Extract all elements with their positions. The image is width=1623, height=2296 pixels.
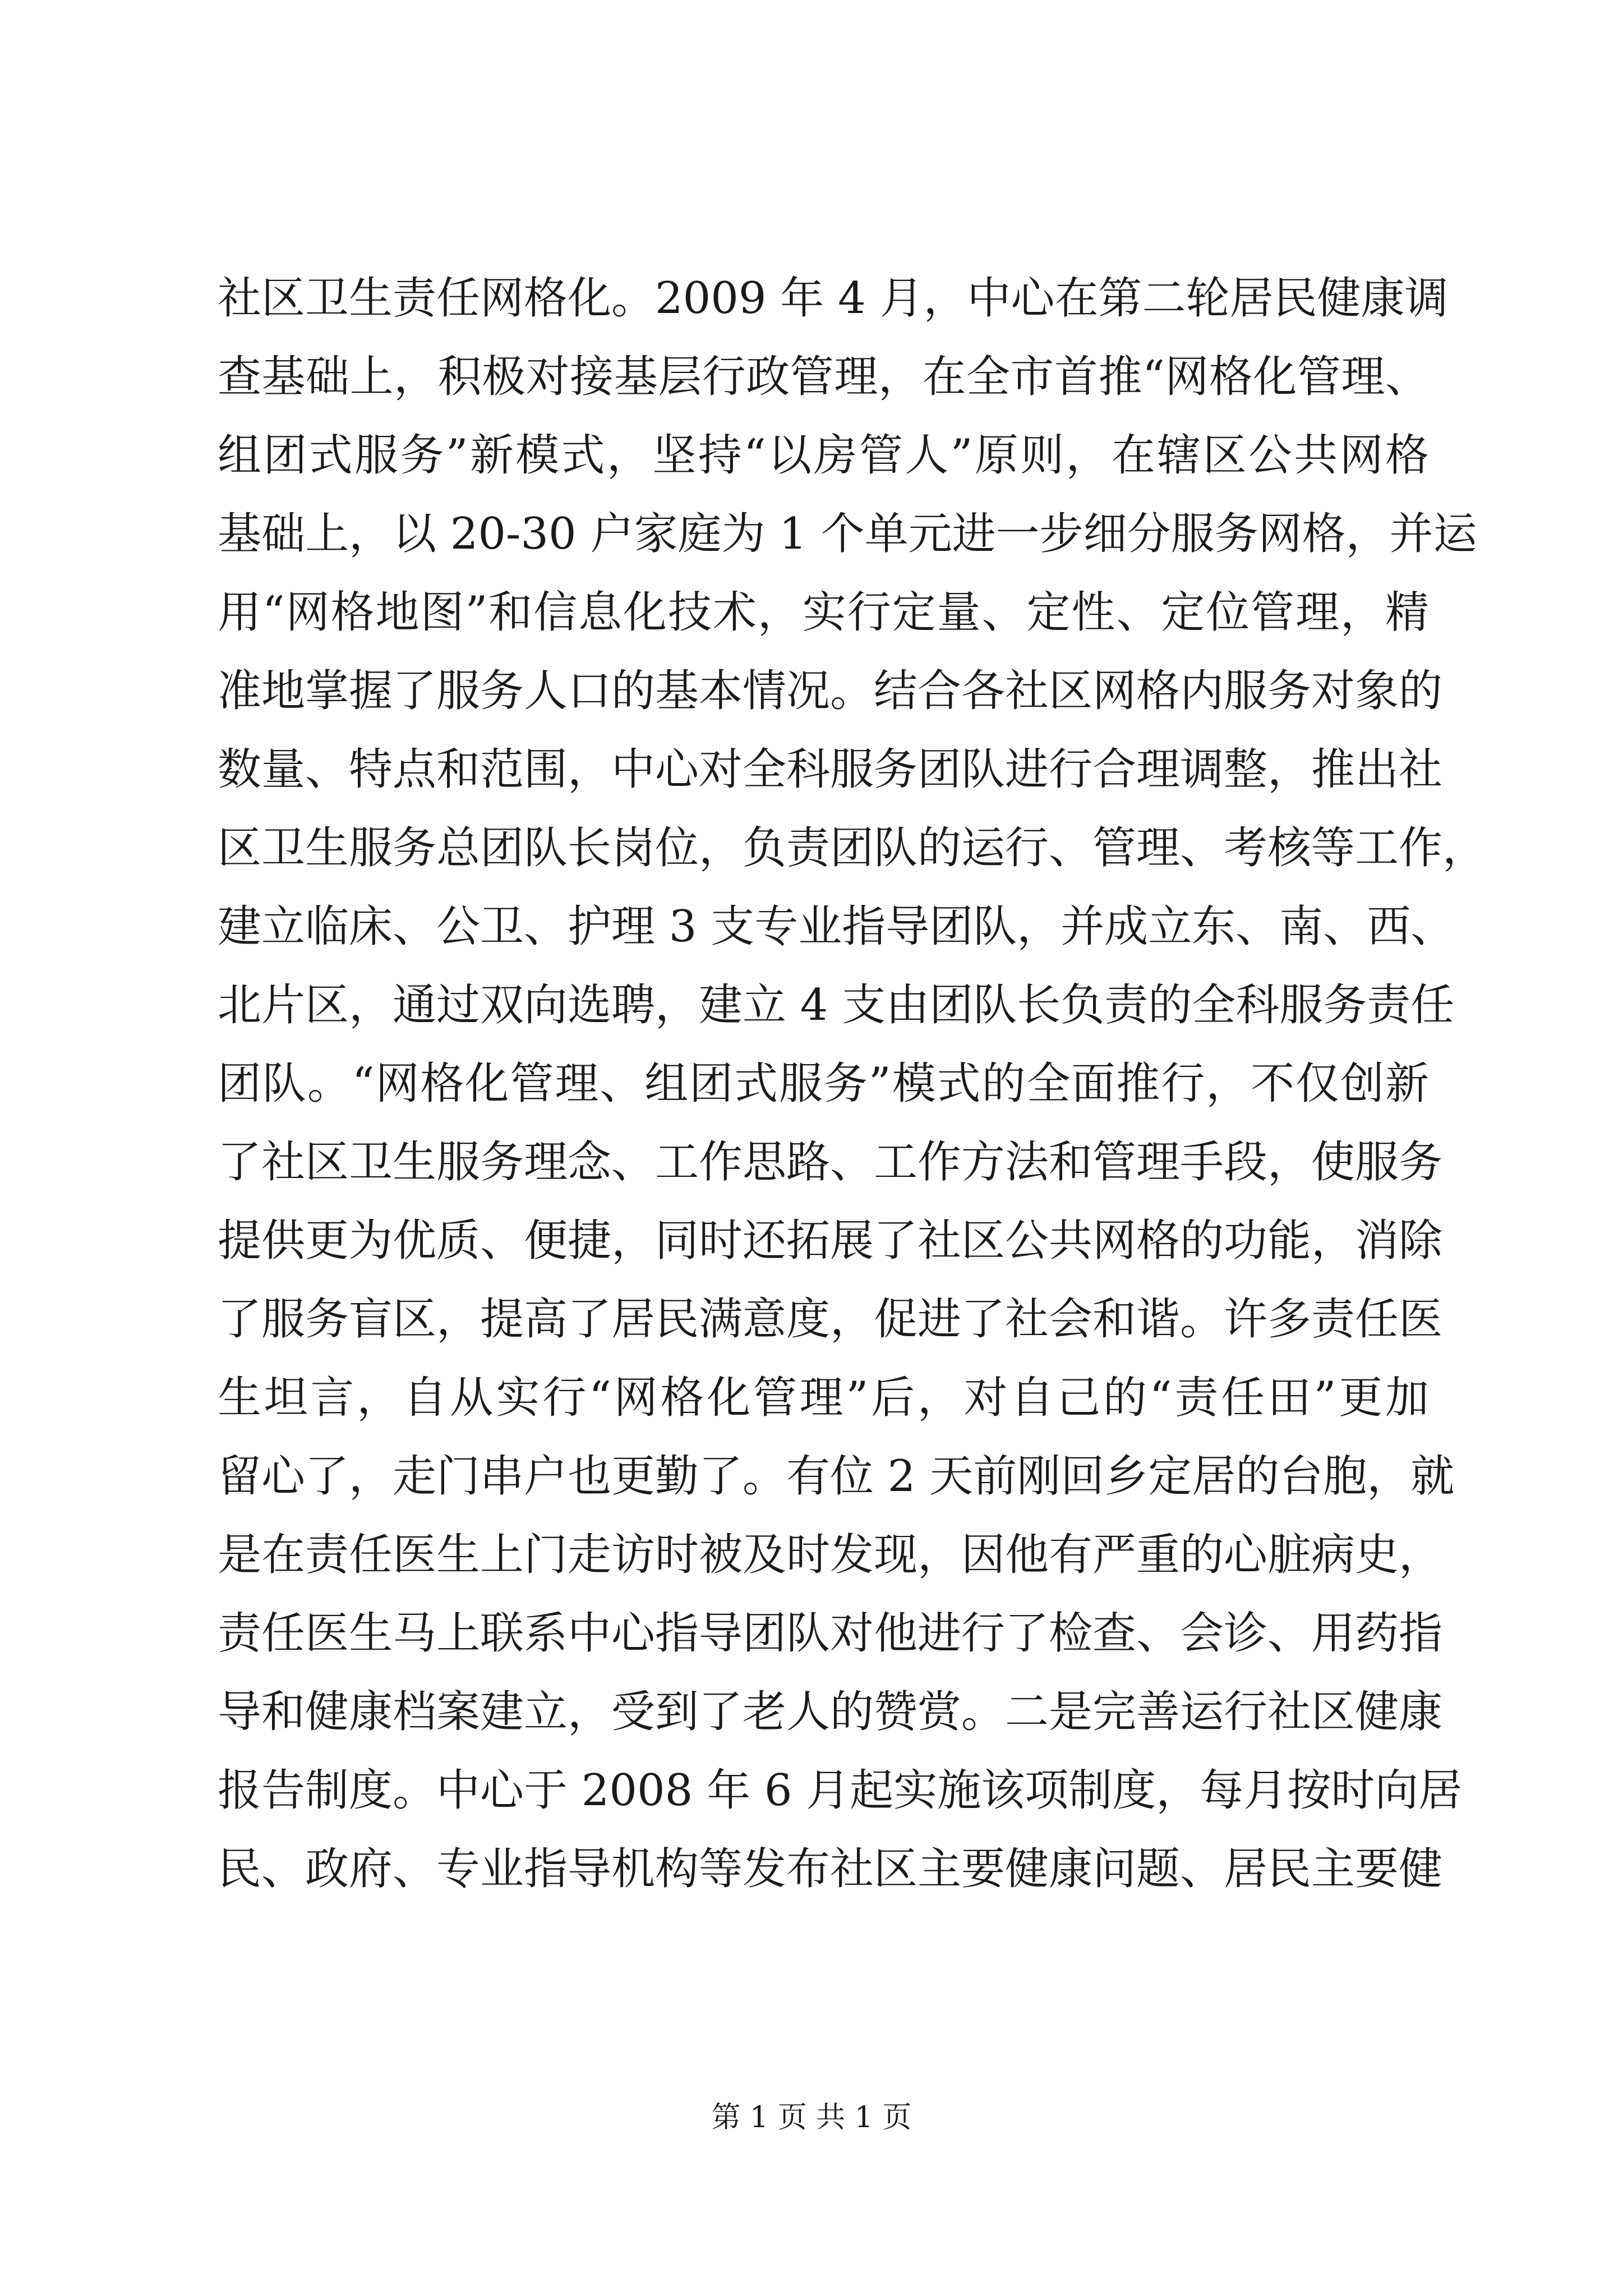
body-paragraph [218, 259, 1487, 1908]
text-line: 基础上，以 20-30 户家庭为 1 个单元进一步细分服务网格，并运 [218, 509, 1477, 559]
text-line: 民、政府、专业指导机构等发布社区主要健康问题、居民主要健 [218, 1844, 1443, 1894]
text-line: 北片区，通过双向选聘，建立 4 支由团队长负责的全科服务责任 [218, 980, 1455, 1030]
text-line: 生坦言，自从实行“网格化管理”后，对自己的“责任田”更加 [218, 1373, 1429, 1423]
text-line: 导和健康档案建立，受到了老人的赞赏。二是完善运行社区健康 [218, 1687, 1443, 1737]
text-line: 提供更为优质、便捷，同时还拓展了社区公共网格的功能，消除 [218, 1216, 1443, 1266]
text-line: 区卫生服务总团队长岗位，负责团队的运行、管理、考核等工作， [218, 823, 1487, 873]
text-line: 准地掌握了服务人口的基本情况。结合各社区网格内服务对象的 [218, 666, 1443, 716]
text-line: 留心了，走门串户也更勤了。有位 2 天前刚回乡定居的台胞，就 [218, 1451, 1455, 1502]
text-line: 数量、特点和范围，中心对全科服务团队进行合理调整，推出社 [218, 744, 1443, 795]
text-line: 是在责任医生上门走访时被及时发现，因他有严重的心脏病史， [218, 1530, 1443, 1580]
text-line: 团队。“网格化管理、组团式服务”模式的全面推行，不仅创新 [218, 1059, 1429, 1109]
text-line: 用“网格地图”和信息化技术，实行定量、定性、定位管理，精 [218, 587, 1429, 638]
text-line: 查基础上，积极对接基层行政管理，在全市首推“网格化管理、 [218, 352, 1429, 402]
text-line: 了社区卫生服务理念、工作思路、工作方法和管理手段，使服务 [218, 1137, 1443, 1188]
text-line: 责任医生马上联系中心指导团队对他进行了检查、会诊、用药指 [218, 1608, 1443, 1659]
text-line: 报告制度。中心于 2008 年 6 月起实施该项制度，每月按时向居 [218, 1765, 1463, 1816]
page-number-footer: 第 1 页 共 1 页 [711, 2101, 912, 2134]
text-line: 了服务盲区，提高了居民满意度，促进了社会和谐。许多责任医 [218, 1294, 1443, 1345]
text-line: 建立临床、公卫、护理 3 支专业指导团队，并成立东、南、西、 [218, 901, 1455, 952]
text-line: 社区卫生责任网格化。2009 年 4 月，中心在第二轮居民健康调 [218, 273, 1449, 324]
text-line: 组团式服务”新模式，坚持“以房管人”原则，在辖区公共网格 [218, 430, 1429, 481]
